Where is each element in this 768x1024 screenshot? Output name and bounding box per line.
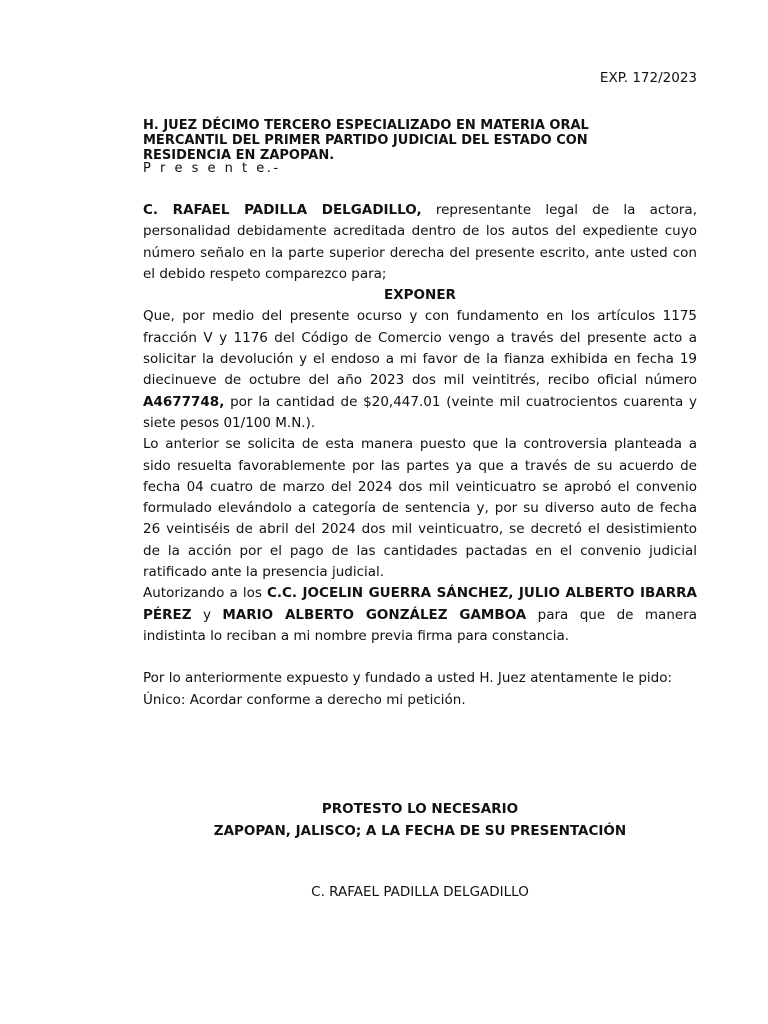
reason-paragraph: Lo anterior se solicita de esta manera puesto que la controversia planteada a sido resuelta favorablemente por las partes ya que a través de su acuerdo de fecha 04 cuatro de marzo del 2024 dos mil veinticuatro se aprobó el convenio formulado elevándolo a categoría de sentencia y, por su diverso auto de fecha 26 veintiséis de abril del 2024 dos mil veinticuatro, se decretó el desistimiento de la acción por el pago de las cantidades pactadas en el convenio judicial ratificado ante la presencia judicial. [143,436,697,581]
addressee-line: H. JUEZ DÉCIMO TERCERO ESPECIALIZADO EN MATERIA ORAL [143,118,589,133]
request-text-1: Que, por medio del presente ocurso y con fundamento en los artículos 1175 fracción V y 1176 del Código de Comercio vengo a través del presente acto a solicitar la devolución y el endoso a mi favor de la fianza exhibida en fecha 19 diecinueve de octubre del año 2023 dos mil veintitrés, recibo oficial número [143,308,697,389]
authorized-names-2: MARIO ALBERTO GONZÁLEZ GAMBOA [222,606,527,623]
request-paragraph [143,306,697,434]
exponer-heading-text: EXPONER [384,287,456,304]
closing-line-protesto: PROTESTO LO NECESARIO [321,801,519,817]
petition-paragraph: Por lo anteriormente expuesto y fundado a usted H. Juez atentamente le pido: [143,670,673,687]
case-number: EXP. 172/2023 [599,70,697,86]
addressee-line: RESIDENCIA EN ZAPOPAN. [143,148,335,163]
petitioner-name: C. RAFAEL PADILLA DELGADILLO, [143,202,422,218]
spacer [143,647,697,668]
authorized-names-1: C.C. JOCELIN GUERRA SÁNCHEZ, JULIO ALBERTO IBARRA PÉREZ [143,585,697,623]
presente-greeting: P r e s e n t e.- [143,161,281,176]
intro-paragraph [143,200,697,285]
authorization-paragraph [143,583,697,647]
single-request-paragraph: Único: Acordar conforme a derecho mi petición. [143,691,466,708]
closing-line-place-date: ZAPOPAN, JALISCO; A LA FECHA DE SU PRESENTACIÓN [213,822,627,839]
addressee-line: MERCANTIL DEL PRIMER PARTIDO JUDICIAL DEL ESTADO CON [143,133,588,148]
exponer-heading [143,285,697,306]
request-text-2: por la cantidad de $20,447.01 (veinte mil cuatrocientos cuarenta y siete pesos 01/100 M.N.). [143,393,697,431]
closing-block [143,799,697,842]
auth-text-1: Autorizando a los [143,585,267,602]
document-body [143,200,697,711]
receipt-number: A4677748, [143,393,225,410]
auth-text-3: para que de manera indistinta lo reciban a mi nombre previa firma para constancia. [143,606,697,644]
addressee-block [143,118,703,163]
signature-name: C. RAFAEL PADILLA DELGADILLO [311,884,529,900]
auth-text-2: y [191,606,223,623]
intro-text: representante legal de la actora, personalidad debidamente acreditada dentro de los autos del expediente cuyo número señalo en la parte superior derecha del presente escrito, ante usted con el debido respeto comparezco para; [143,202,697,282]
